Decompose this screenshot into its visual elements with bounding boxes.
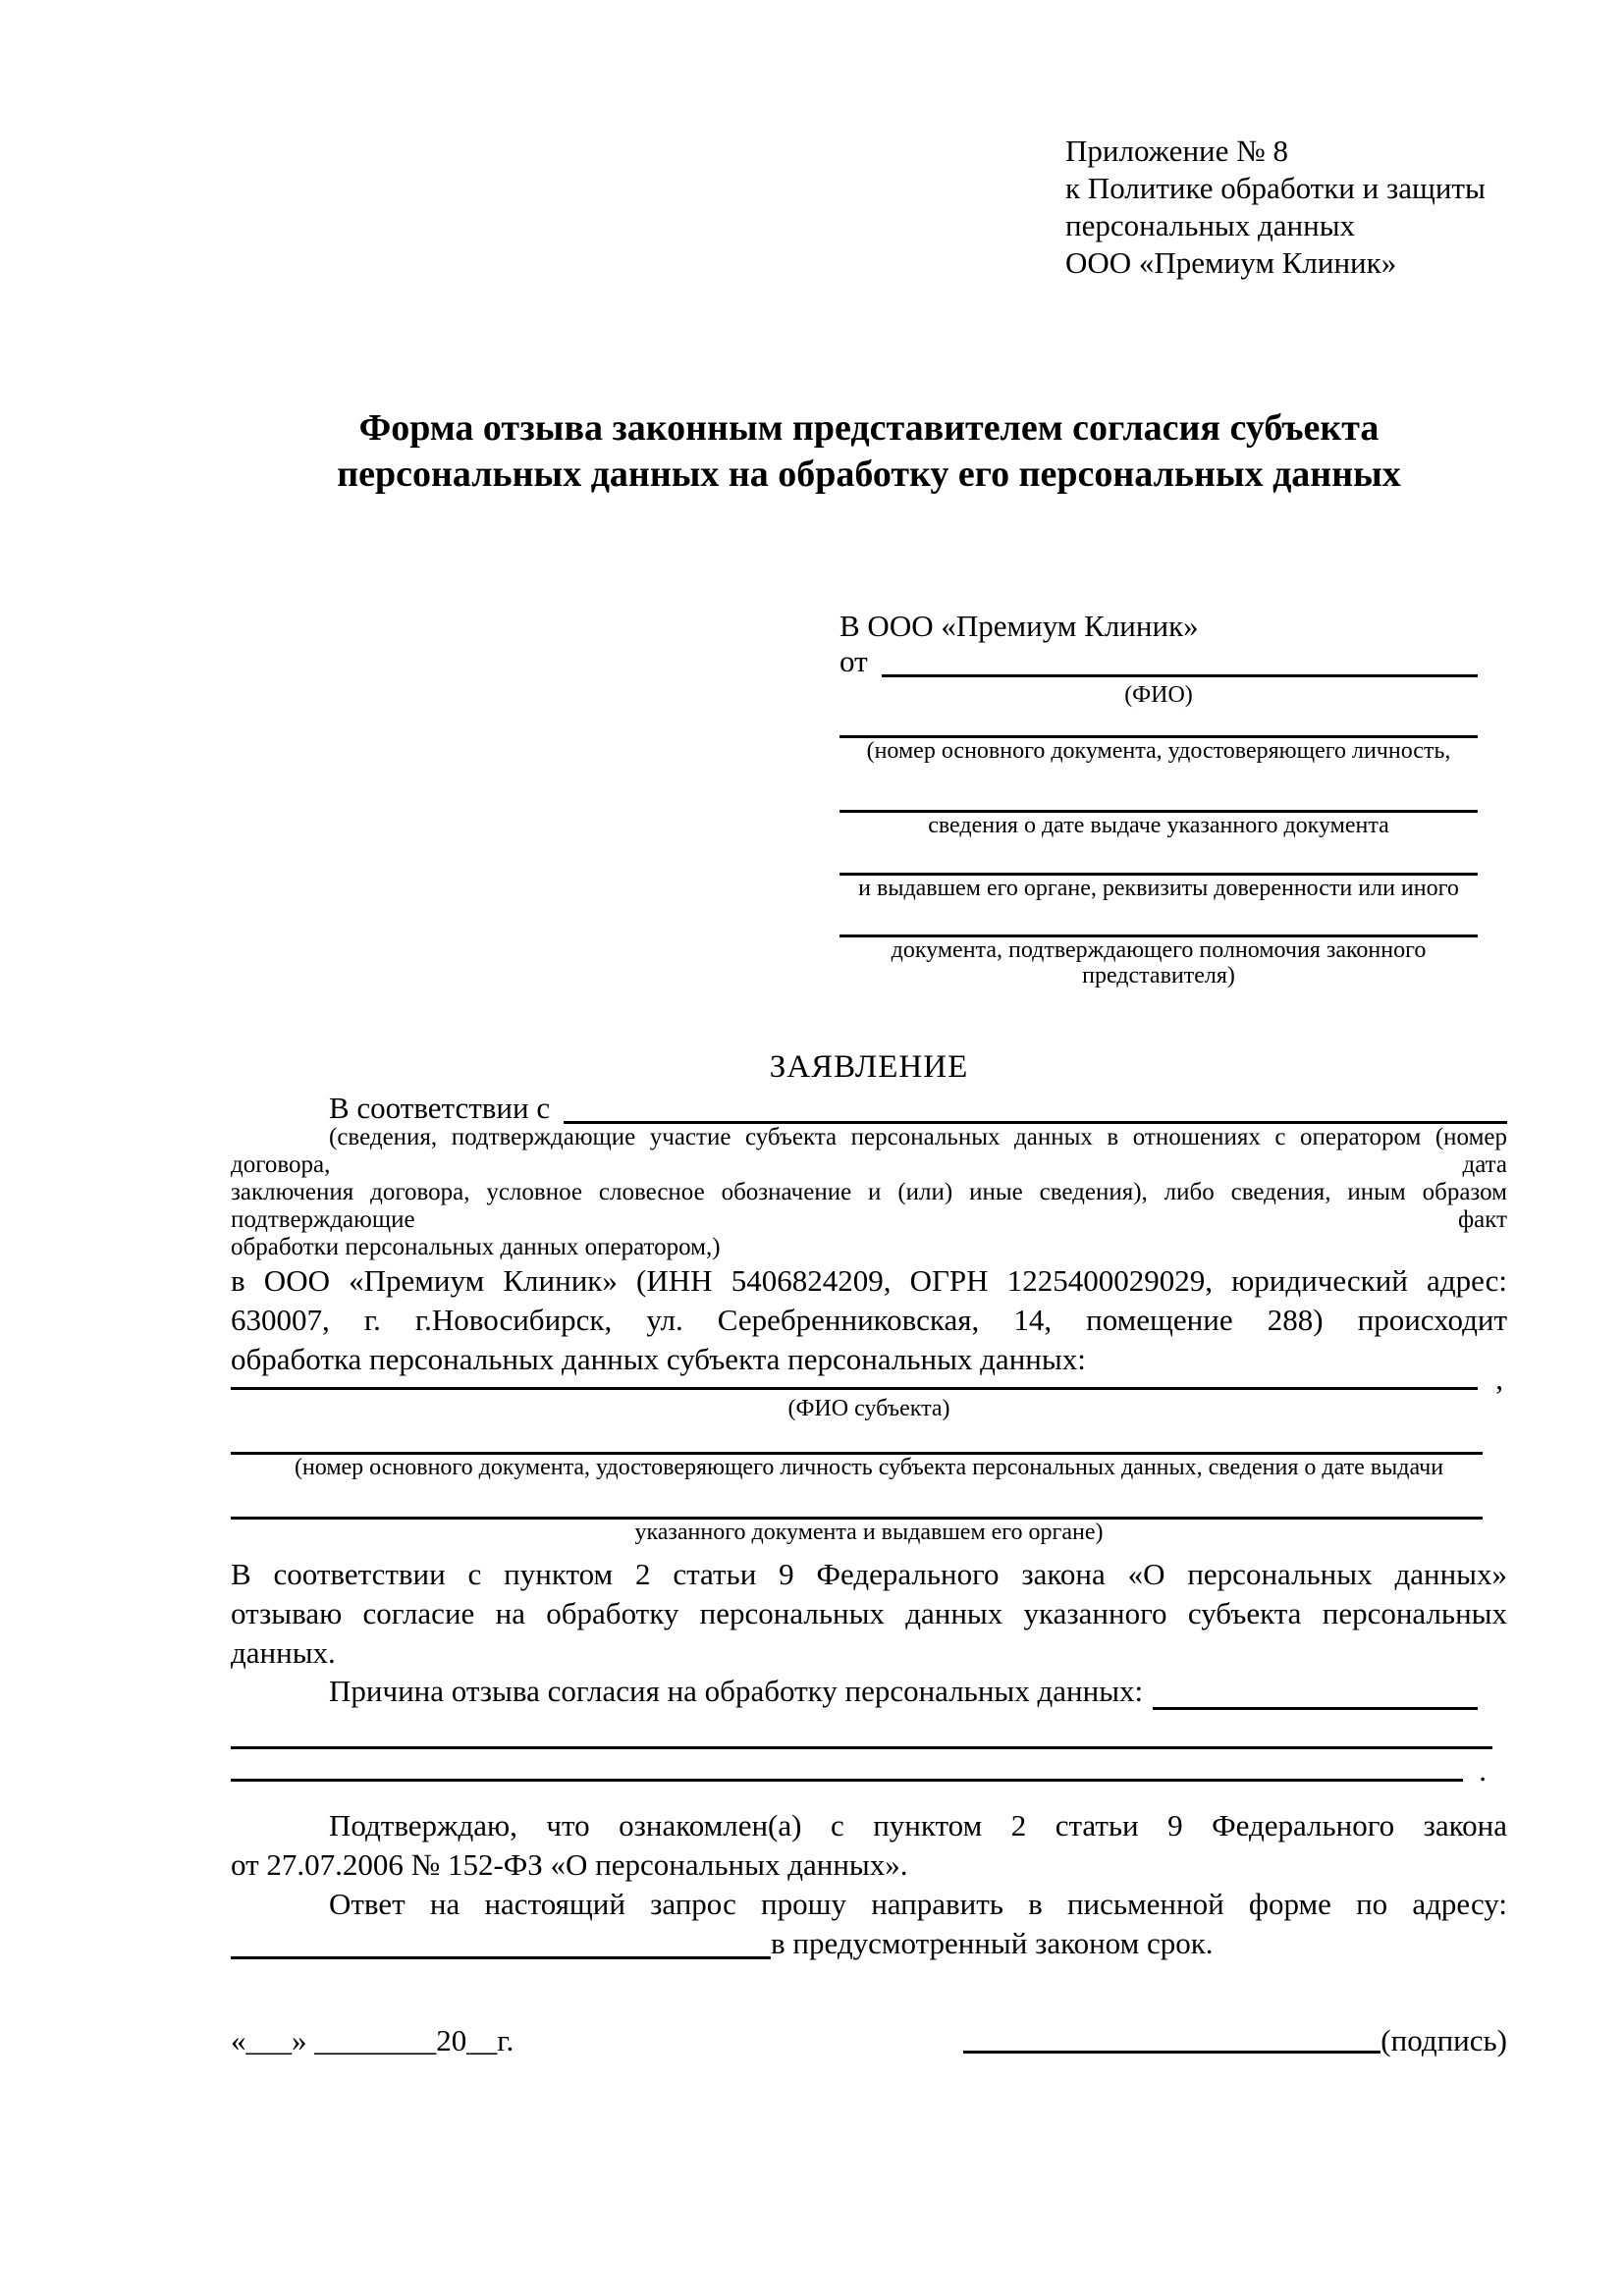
field-caption: сведения о дате выдаче указанного документа bbox=[928, 813, 1389, 838]
paragraph-line: обработка персональных данных субъекта персональных данных: bbox=[231, 1342, 1086, 1376]
blank-line bbox=[839, 708, 1478, 738]
intro-label: В соответствии с bbox=[329, 1091, 551, 1125]
subject-doc-blank-line bbox=[231, 1421, 1483, 1455]
date-blank: «___» ________20__г. bbox=[231, 2023, 514, 2057]
appendix-line: ООО «Премиум Клиник» bbox=[1065, 245, 1397, 280]
signature-blank-line bbox=[963, 2020, 1380, 2054]
representative-doc-field bbox=[839, 764, 1478, 838]
appendix-line: персональных данных bbox=[1065, 208, 1356, 242]
paragraph-line: от 27.07.2006 № 152-ФЗ «О персональных данных». bbox=[231, 1847, 908, 1882]
from-blank-line bbox=[882, 646, 1478, 677]
from-label: от bbox=[839, 644, 868, 678]
reason-blank-line bbox=[231, 1746, 1492, 1749]
intro-field bbox=[231, 1092, 1507, 1124]
paragraph-line: 630007, г. г.Новосибирск, ул. Серебренниковская, 14, помещение 288) происходит bbox=[231, 1303, 1507, 1337]
confirm-paragraph bbox=[231, 1806, 1507, 1885]
paragraph-line: Подтверждаю, что ознакомлен(а) с пунктом 2 статьи 9 Федерального закона bbox=[329, 1808, 1507, 1842]
reason-label: Причина отзыва согласия на обработку персональных данных: bbox=[329, 1674, 1144, 1708]
operator-paragraph bbox=[231, 1261, 1507, 1379]
withdraw-paragraph bbox=[231, 1555, 1507, 1673]
statement-heading: ЗАЯВЛЕНИЕ bbox=[769, 1049, 969, 1085]
subject-doc-caption: (номер основного документа, удостоверяющего личность субъекта персональных данных, сведения о дате выдачи bbox=[294, 1455, 1444, 1480]
subject-fio-blank-line bbox=[231, 1362, 1503, 1396]
fine-print-line: обработки персональных данных оператором,) bbox=[231, 1234, 721, 1260]
paragraph-line: в ООО «Премиум Клиник» (ИНН 5406824209, ОГРН 1225400029029, юридический адрес: bbox=[231, 1263, 1507, 1298]
representative-doc-field bbox=[839, 838, 1478, 901]
blank-line bbox=[839, 838, 1478, 876]
reason-field bbox=[231, 1673, 1478, 1710]
paragraph-line: данных. bbox=[231, 1635, 336, 1670]
field-caption: документа, подтверждающего полномочия законного представителя) bbox=[891, 937, 1427, 988]
blank-line bbox=[839, 901, 1478, 937]
document-title-line: Форма отзыва законным представителем согласия субъекта bbox=[358, 407, 1380, 449]
subject-doc-blank-line bbox=[231, 1480, 1483, 1520]
from-field bbox=[839, 646, 1478, 677]
document-title bbox=[231, 405, 1507, 498]
appendix-block bbox=[1065, 133, 1507, 282]
addressee-block bbox=[839, 607, 1478, 988]
reply-address-field bbox=[231, 1924, 1507, 1963]
signature-caption: (подпись) bbox=[1380, 2023, 1507, 2057]
field-caption: и выдавшем его органе, реквизиты доверенности или иного bbox=[858, 876, 1459, 901]
appendix-line: Приложение № 8 bbox=[1065, 133, 1288, 168]
reason-blank-line bbox=[1153, 1673, 1478, 1710]
field-caption: (номер основного документа, удостоверяющего личность, bbox=[866, 738, 1451, 764]
reply-paragraph-line: Ответ на настоящий запрос прошу направить в письменной форме по адресу: bbox=[329, 1887, 1507, 1921]
subject-fio-caption: (ФИО субъекта) bbox=[787, 1396, 950, 1421]
fine-print-line: (сведения, подтверждающие участие субъекта персональных данных в отношениях с оператором (номер договора, дата bbox=[231, 1124, 1507, 1178]
reason-blank-line bbox=[231, 1753, 1487, 1788]
signature-field bbox=[963, 2020, 1507, 2060]
intro-blank-line bbox=[564, 1092, 1507, 1124]
fine-print-line: заключения договора, условное словесное обозначение и (или) иные сведения), либо сведения, иным образом подтверждающие факт bbox=[231, 1179, 1507, 1233]
subject-doc-caption: указанного документа и выдавшем его органе) bbox=[634, 1520, 1104, 1545]
document-title-line: персональных данных на обработку его персональных данных bbox=[337, 454, 1401, 495]
fio-caption: (ФИО) bbox=[1124, 682, 1193, 708]
paragraph-line: В соответствии с пунктом 2 статьи 9 Федерального закона «О персональных данных» bbox=[231, 1557, 1507, 1591]
addressee-company: В ООО «Премиум Клиник» bbox=[839, 609, 1199, 643]
signature-footer bbox=[231, 2020, 1507, 2060]
document-content bbox=[231, 133, 1507, 2060]
comma-after-line: , bbox=[1495, 1362, 1503, 1396]
representative-doc-field bbox=[839, 708, 1478, 764]
appendix-line: к Политике обработки и защиты bbox=[1065, 171, 1486, 205]
blank-line bbox=[839, 764, 1478, 813]
paragraph-line: отзываю согласие на обработку персональных данных указанного субъекта персональных bbox=[231, 1596, 1507, 1630]
fine-print bbox=[231, 1124, 1507, 1261]
address-blank-line bbox=[231, 1924, 771, 1959]
reply-paragraph-tail: в предусмотренный законом срок. bbox=[771, 1926, 1214, 1960]
representative-doc-field bbox=[839, 901, 1478, 988]
period-after-line: . bbox=[1479, 1753, 1487, 1788]
